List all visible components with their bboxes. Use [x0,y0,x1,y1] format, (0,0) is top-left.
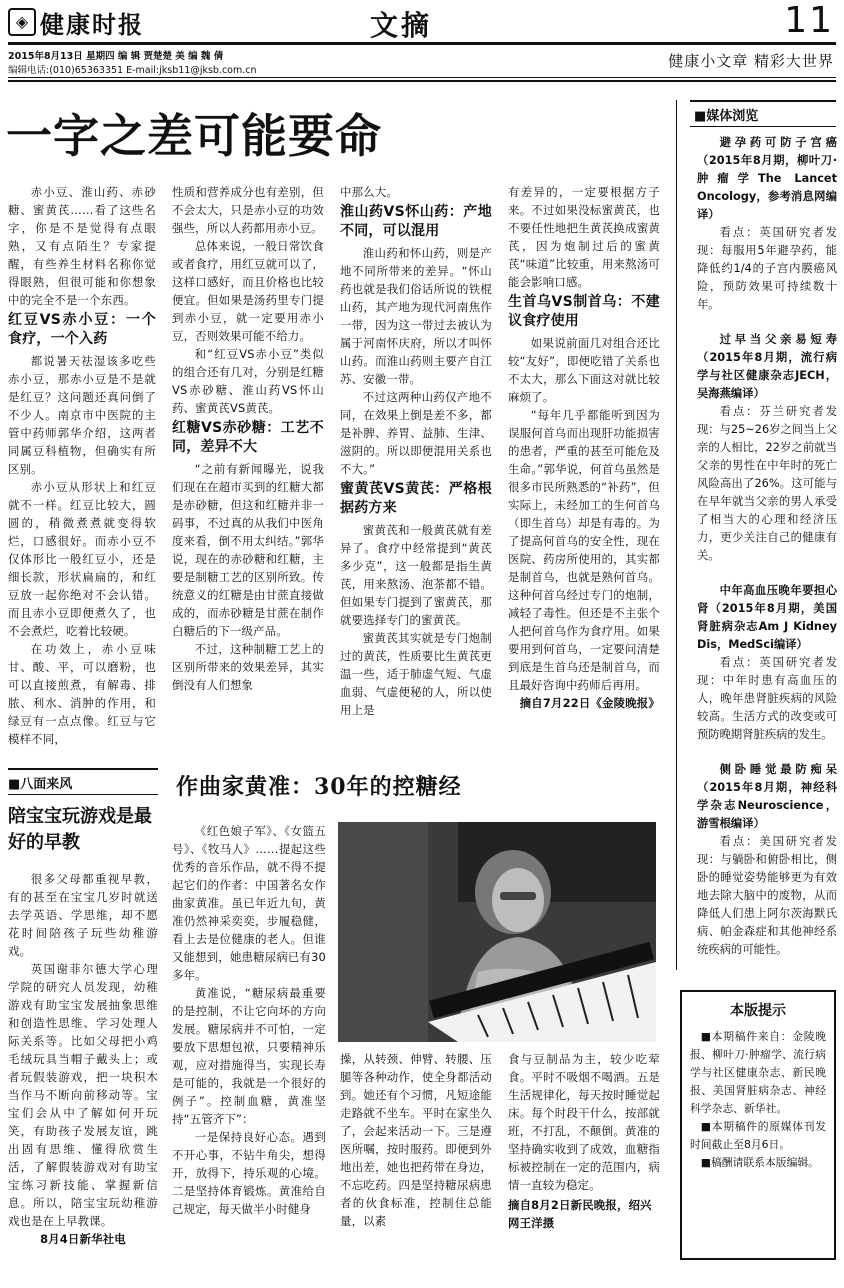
subheading: 红豆VS赤小豆：一个食疗，一个入药 [8,312,156,347]
notice-paragraph: ■稿酬请联系本版编辑。 [700,1156,819,1169]
news-item [697,582,837,744]
paragraph: 性质和营养成分也有差别，但不会太大，只是赤小豆的功效强些，所以人药都用赤小豆。 [172,185,324,235]
paragraph: 有差异的，一定要根据方子来。不过如果没标蜜黄芪，也不要任性地把生黄芪换成蜜黄芪，因为炮制过后的蜜黄芪“味道”比较重，用来熬汤可能会影响口感。 [508,185,660,289]
main-col-2 [172,183,324,760]
feature-col-1 [172,822,326,1284]
feature-col-3 [508,1050,660,1284]
paragraph: 操，从转颈、伸臂、转腰、压腿等各种动作，使全身都活动到。她还有个习惯，凡短途能走路就不坐车。平时在家坐久了，会起来活动一下。三是遵医所嘱，按时服药。即便到外地出差，她也把药带在身边，不忘吃药。四是坚持糖尿病患者的伙食标准，控制住总能量，以素 [340,1052,492,1228]
paragraph: 淮山药和怀山药，则是产地不同所带来的差异。“怀山药也就是我们俗话所说的铁棍山药，其产地为现代河南焦作一带，因为这一带过去被认为属于河南怀庆府，所以才叫怀山药。而淮山药则主要产自江苏、安徽一带。 [340,246,492,386]
feature-headline: 作曲家黄准：30年的控糖经 [176,774,462,800]
news-item-title: 中年高血压晚年要担心肾（2015年8月期，美国肾脏病杂志Am J Kidney Dis，MedSci编译） [697,584,837,651]
main-col-1 [8,183,156,760]
feature-col-2 [340,1050,492,1284]
paragraph: 《红色娘子军》、《女篮五号》、《牧马人》……提起这些优秀的音乐作品，就不得不提起它们的作者：中国著名女作曲家黄准。虽已年近九旬，黄准仍然神采奕奕，步履稳健，看上去是位健康的老人。但谁又能想到，她患糖尿病已有30多年。 [172,824,326,982]
section-title: 文摘 [370,9,433,42]
subheading: 淮山药VS怀山药：产地不同，可以混用 [340,204,492,239]
paragraph: 很多父母都重视早教，有的甚至在宝宝几岁时就送去学英语、学思维，却不愿花时间陪孩子玩些幼稚游戏。 [8,872,158,958]
sidebar-section-title: ■媒体浏览 [694,109,759,124]
pianist-photo-illustration [338,822,656,1042]
feature-photo [338,822,656,1042]
news-item [697,761,837,959]
section-rule [8,794,158,795]
main-col-4 [508,183,660,760]
paragraph: 赤小豆、淮山药、赤砂糖、蜜黄芪……看了这些名字，你是不是觉得有点眼熟，又有点陌生？专家提醒，有些养生材料名称你觉得眼熟，但很可能和你想象中的完全不是一个东西。 [8,185,156,307]
paragraph: 食与豆制品为主，较少吃荤食。平时不吸烟不喝酒。五是生活规律化，每天按时睡觉起床。每个时段干什么，按部就班，不打乱，不颠倒。黄准的坚持确实收到了成效，血糖指标被控制在一定的范围内，病情一直较为稳定。 [508,1052,660,1192]
paragraph: “之前有新闻曝光，说我们现在在超市买到的红糖大都是赤砂糖，但这和红糖并非一码事，不过真的从我们中医角度来看，倒不用太纠结。”郭华说，现在的赤砂糖和红糖，主要是制糖工艺的区别所致。传统意义的红糖是由甘蔗直接做成的，而赤砂糖是甘蔗在制作白糖后的下一级产品。 [172,462,324,638]
news-item-body: 看点：英国研究者发现：中年时患有高血压的人，晚年患肾脏疾病的风险较高。生活方式的改变或可预防晚期肾脏疾病的发生。 [697,656,837,741]
main-col-3 [340,183,492,760]
paragraph: 蜜黄芪其实就是专门炮制过的黄芪，性质要比生黄芪更温一些，适于肺虚气短、气虚血弱、气虚便秘的人，所以使用上是 [340,631,492,717]
logo-icon: ◈ [8,8,36,36]
date-line: 2015年8月13日 星期四 编 辑 贾楚楚 美 编 魏 倩 [8,51,224,62]
news-item-title: 过早当父亲易短寿（2015年8月期，流行病学与社区健康杂志JECH，吴海燕编译） [697,333,837,400]
article-source: 摘自8月2日新民晚报，绍兴网王洋摄 [508,1198,652,1230]
paragraph: 中那么大。 [340,185,398,199]
section-rule [8,768,158,770]
paragraph: 一是保持良好心态。遇到不开心事，不钻牛角尖，想得开，放得下，持乐观的心境。二是坚持体育锻炼。黄准给自己规定，每天做半小时健身 [172,1130,326,1216]
paragraph: 如果说前面几对组合还比较“友好”，即便吃错了关系也不太大，那么下面这对就比较麻烦了。 [508,336,660,404]
notice-box [680,990,836,1260]
left-section-title: ■八面来风 [8,777,73,792]
header-rule-bottom [8,77,836,78]
notice-paragraph: ■本期稿件来自：金陵晚报、柳叶刀·肿瘤学、流行病学与社区健康杂志、新民晚报、美国肾脏病杂志、神经科学杂志、新华社。 [690,1030,826,1115]
news-item [697,331,837,565]
article-source: 摘自7月22日《金陵晚报》 [519,696,660,710]
sidebar-items [697,134,837,974]
logo-text: 健康时报 [40,9,144,39]
article-source: 8月4日新华社电 [40,1232,126,1246]
paragraph: 总体来说，一般日常饮食或者食疗，用红豆就可以了，这样口感好，而且价格也比较便宜。但如果是汤药里专门提到赤小豆，就一定要用赤小豆，否则效果可能不给力。 [172,239,324,343]
paragraph: 不过这两种山药仅产地不同，在效果上倒是差不多，都是补脾、养胃、益肺、生津、滋阴的。所以即便混用关系也不大。” [340,390,492,476]
masthead-logo [8,6,158,38]
paragraph: 都说暑天祛湿该多吃些赤小豆，那赤小豆是不是就是红豆？这问题还真问倒了不少人。南京市中医院的主管中药师郭华介绍，这两者同属豆科植物，但确实有所区别。 [8,354,156,476]
sidebar-rule [690,100,836,102]
paragraph: 黄准说，“糖尿病最重要的是控制，不让它向坏的方向发展。糖尿病并不可怕，一定要放下思想包袱，只要精神乐观，应对措施得当，实现长寿是可能的，我就是一个很好的例子”。控制血糖，黄准坚持“五管齐下”： [172,986,326,1126]
notice-title: 本版提示 [730,1003,786,1019]
left-article-body [8,870,158,1280]
left-headline: 陪宝宝玩游戏是最好的早教 [8,806,152,853]
paragraph: 英国谢菲尔德大学心理学院的研究人员发现，幼稚游戏有助宝宝发展抽象思维和创造性思维、学习处理人际关系等。比如父母把小鸡毛绒玩具当帽子戴头上；或者玩假装游戏，把一块积木当作马不断向前移动等。宝宝们会从中了解如何开玩笑，有助孩子发展友谊，跳出固有思维、懂得欣赏生活，了解假装游戏对有助宝宝练习新技能、掌握新信息。所以，陪宝宝玩幼稚游戏也是在上早教课。 [8,962,158,1228]
paragraph: 蜜黄芪和一般黄芪就有差异了。食疗中经常提到“黄芪多少克”，这一般都是指生黄芪，用来熬汤、泡茶都不错。但如果专门提到了蜜黄芪，那就要选择专门的蜜黄芪。 [340,523,492,627]
paragraph: 不过，这种制糖工艺上的区别所带来的效果差异，其实倒没有人们想象 [172,642,324,692]
news-item-title: 侧卧睡觉最防痴呆（2015年8月期，神经科学杂志Neuroscience，游雪根编译） [697,763,837,830]
news-item-body: 看点：美国研究者发现：与躺卧和俯卧相比，侧卧的睡觉姿势能够更为有效地去除大脑中的废物，从而降低人们患上阿尔茨海默氏病、帕金森症和其他神经系统疾病的可能性。 [697,835,837,956]
news-item-body: 看点：芬兰研究者发现：与25~26岁之间当上父亲的人相比，22岁之前就当父亲的男性在中年时的死亡风险高出了26%。这可能与在早年就当父亲的男人承受了相当大的心理和经济压力，更少关注自己的健康有关。 [697,405,837,562]
paragraph: 在功效上，赤小豆味甘、酸、平，可以磨粉，也可以直接煎煮，有解毒、排脓、利水、消肿的作用，和绿豆有一点点像。红豆与它模样不同， [8,642,156,746]
paragraph: 赤小豆从形状上和红豆就不一样。红豆比较大，圆圆的，稍微煮煮就变得软烂，口感很好。而赤小豆不仅体形比一般红豆小，还是细长款，形状扁扁的，和红豆放一起你绝对不会认错。而且赤小豆即便煮久了，也不会煮烂，吃着比较硬。 [8,480,156,638]
subheading: 红糖VS赤砂糖：工艺不同，差异不大 [172,420,324,455]
page-number: 11 [784,0,834,41]
header-rule-bottom-2 [8,80,836,82]
subheading: 生首乌VS制首乌：不建议食疗使用 [508,294,660,329]
header-rule [8,42,836,45]
notice-paragraph: ■本期稿件的原媒体刊发时间截止至8月6日。 [690,1120,826,1151]
news-item-title: 避孕药可防子宫癌（2015年8月期，柳叶刀·肿瘤学The Lancet Oncology，参考消息网编译） [697,136,837,221]
subheading: 蜜黄芪VS黄芪：严格根据药方来 [340,481,492,516]
sidebar-rule [690,126,836,127]
news-item [697,134,837,314]
paragraph: 和“红豆VS赤小豆”类似的组合还有几对，分别是红糖VS赤砂糖、淮山药VS怀山药、蜜黄芪VS黄芪。 [172,347,324,415]
main-headline: 一字之差可能要命 [6,109,382,163]
contact-line: 编辑电话:(010)65363351 E-mail:jksb11@jksb.com.cn [8,65,257,76]
paragraph: “每年几乎都能听到因为误服何首乌而出现肝功能损害的患者，严重的甚至可能危及生命。”郭华说，何首乌虽然是很多市民所熟悉的“补药”，但实际上，未经加工的生何首乌（即生首乌）却是有毒的。为了提高何首乌的安全性，现在医院、药房所使用的，其实都是制首乌，也就是熟何首乌。这种何首乌经过专门的炮制，减轻了毒性。但还是不主张个人把何首乌作为食疗用。如果要用到何首乌，一定要问清楚到底是生首乌还是制首乌，而且最好咨询中药师后再用。 [508,408,660,692]
slogan: 健康小文章 精彩大世界 [668,52,834,70]
news-item-body: 看点：英国研究者发现：每服用5年避孕药，能降低约1/4的子宫内膜癌风险，预防效果可持续数十年。 [697,226,837,311]
sidebar-divider [676,100,677,970]
